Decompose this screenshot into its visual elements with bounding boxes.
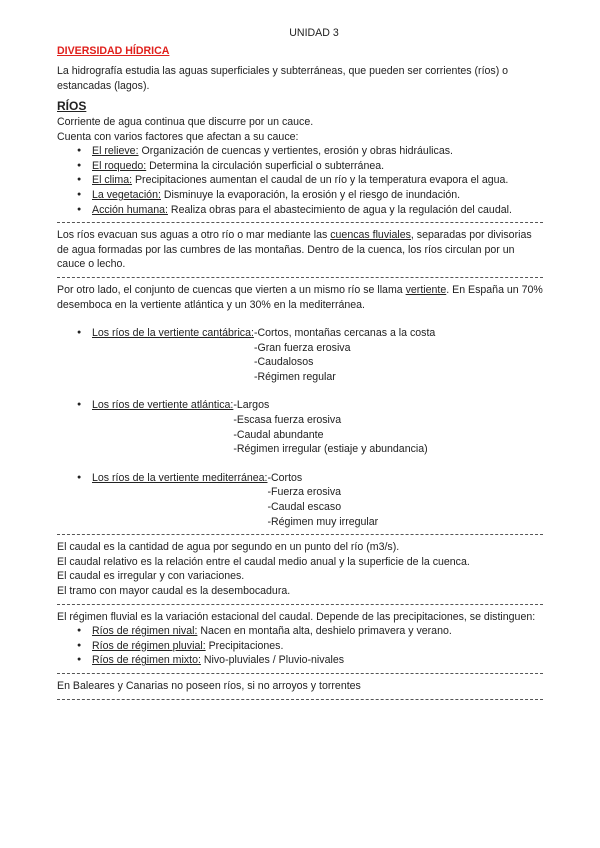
regime-label: Ríos de régimen mixto:	[92, 654, 201, 667]
list-item	[57, 144, 543, 159]
vertientes-paragraph	[57, 283, 543, 312]
slope-cantabrica	[57, 326, 543, 384]
regime-text: Precipitaciones.	[205, 639, 284, 652]
caudal-line: El caudal relativo es la relación entre el caudal medio anual y la superficie de la cuenca.	[57, 555, 470, 568]
cuencas-paragraph	[57, 228, 543, 272]
list-item	[57, 653, 543, 668]
cuencas-text: Los ríos evacuan sus aguas a otro río o mar mediante las	[57, 229, 331, 242]
intro-paragraph: La hidrografía estudia las aguas superficiales y subterráneas, que pueden ser corrientes (ríos) o estancadas (lagos).	[57, 65, 509, 92]
list-item	[57, 203, 543, 218]
rios-definition: Corriente de agua continua que discurre por un cauce.	[57, 115, 314, 128]
caudal-line: El caudal es la cantidad de agua por segundo en un punto del río (m3/s).	[57, 541, 400, 554]
caudal-line: El tramo con mayor caudal es la desembocadura.	[57, 585, 291, 597]
caudal-line: El caudal es irregular y con variaciones.	[57, 570, 245, 583]
factor-text: Determina la circulación superficial o subterránea.	[146, 159, 385, 172]
regime-text: Nivo-pluviales / Pluvio-nivales	[200, 654, 345, 667]
slope-feature: -Caudal abundante	[233, 428, 324, 441]
regimen-intro: El régimen fluvial es la variación estacional del caudal. Depende de las precipitaciones, se distinguen:	[57, 610, 536, 623]
cuencas-text-after: , separadas por divisorias de agua formadas por las cumbres de las montañas. Dentro de la cuenca, los ríos circulan por un cauce o lecho.	[57, 229, 532, 271]
factor-label: Acción humana:	[92, 203, 168, 216]
slope-feature: -Régimen muy irregular	[267, 515, 379, 528]
list-item	[57, 159, 543, 174]
slope-feature: -Caudal escaso	[267, 501, 342, 514]
dashed-divider	[57, 277, 543, 279]
dashed-divider	[57, 673, 543, 675]
factor-text: Organización de cuencas y vertientes, erosión y obras hidráulicas.	[138, 145, 453, 158]
list-item	[57, 624, 543, 639]
page-title: DIVERSIDAD HÍDRICA	[57, 44, 170, 57]
slope-feature: -Régimen regular	[253, 370, 336, 383]
slope-features	[233, 398, 427, 456]
vertientes-term: vertiente	[405, 283, 447, 296]
slope-feature: -Cortos	[267, 471, 303, 484]
dashed-divider	[57, 222, 543, 224]
dashed-divider	[57, 604, 543, 606]
factor-label: El relieve:	[92, 145, 139, 158]
regime-text: Nacen en montaña alta, deshielo primavera y verano.	[197, 625, 452, 638]
slope-label: ● Los ríos de vertiente atlántica:	[92, 399, 234, 412]
factor-text: Disminuye la evaporación, la erosión y el riesgo de inundación.	[160, 188, 461, 201]
vertientes-text: Por otro lado, el conjunto de cuencas que vierten a un mismo río se llama	[57, 283, 406, 296]
slope-mediterranea	[57, 471, 543, 529]
list-item	[57, 188, 543, 203]
regime-label: Ríos de régimen nival:	[92, 625, 198, 638]
slope-feature: -Largos	[233, 399, 270, 412]
slope-feature: -Escasa fuerza erosiva	[233, 414, 342, 427]
factor-text: Precipitaciones aumentan el caudal de un río y la temperatura evapora el agua.	[132, 174, 509, 187]
slope-feature: -Régimen irregular (estiaje y abundancia)	[233, 443, 428, 456]
dashed-divider	[57, 534, 543, 536]
islas-note: En Baleares y Canarias no poseen ríos, si no arroyos y torrentes	[57, 679, 361, 692]
factors-intro: Cuenta con varios factores que afectan a su cauce:	[57, 130, 299, 143]
slope-atlantica	[57, 398, 543, 456]
factors-list	[57, 144, 543, 217]
document-page	[57, 26, 543, 705]
caudal-section	[57, 540, 543, 598]
list-item	[57, 173, 543, 188]
dashed-divider	[57, 699, 543, 701]
slope-label: ● Los ríos de la vertiente mediterránea:	[92, 471, 268, 484]
slope-feature: -Gran fuerza erosiva	[253, 341, 351, 354]
cuencas-term: cuencas fluviales	[330, 229, 411, 242]
slope-feature: -Cortos, montañas cercanas a la costa	[253, 327, 436, 340]
factor-label: El clima:	[92, 174, 133, 187]
slope-features	[267, 471, 378, 529]
slope-label: ● Los ríos de la vertiente cantábrica:	[92, 327, 254, 340]
slope-features	[254, 326, 435, 384]
list-item	[57, 639, 543, 654]
unit-header: UNIDAD 3	[289, 27, 339, 39]
section-heading-rios: RÍOS	[57, 99, 87, 114]
regimes-list	[57, 624, 543, 668]
vertientes-text-after: . En España un 70% desemboca en la vertiente atlántica y un 30% en la mediterránea.	[57, 283, 543, 311]
factor-label: El roquedo:	[92, 159, 147, 172]
regime-label: Ríos de régimen pluvial:	[92, 639, 206, 652]
slope-feature: -Fuerza erosiva	[267, 486, 342, 499]
factor-label: La vegetación:	[92, 188, 161, 201]
slope-feature: -Caudalosos	[253, 356, 314, 369]
factor-text: Realiza obras para el abastecimiento de agua y la regulación del caudal.	[167, 203, 512, 216]
